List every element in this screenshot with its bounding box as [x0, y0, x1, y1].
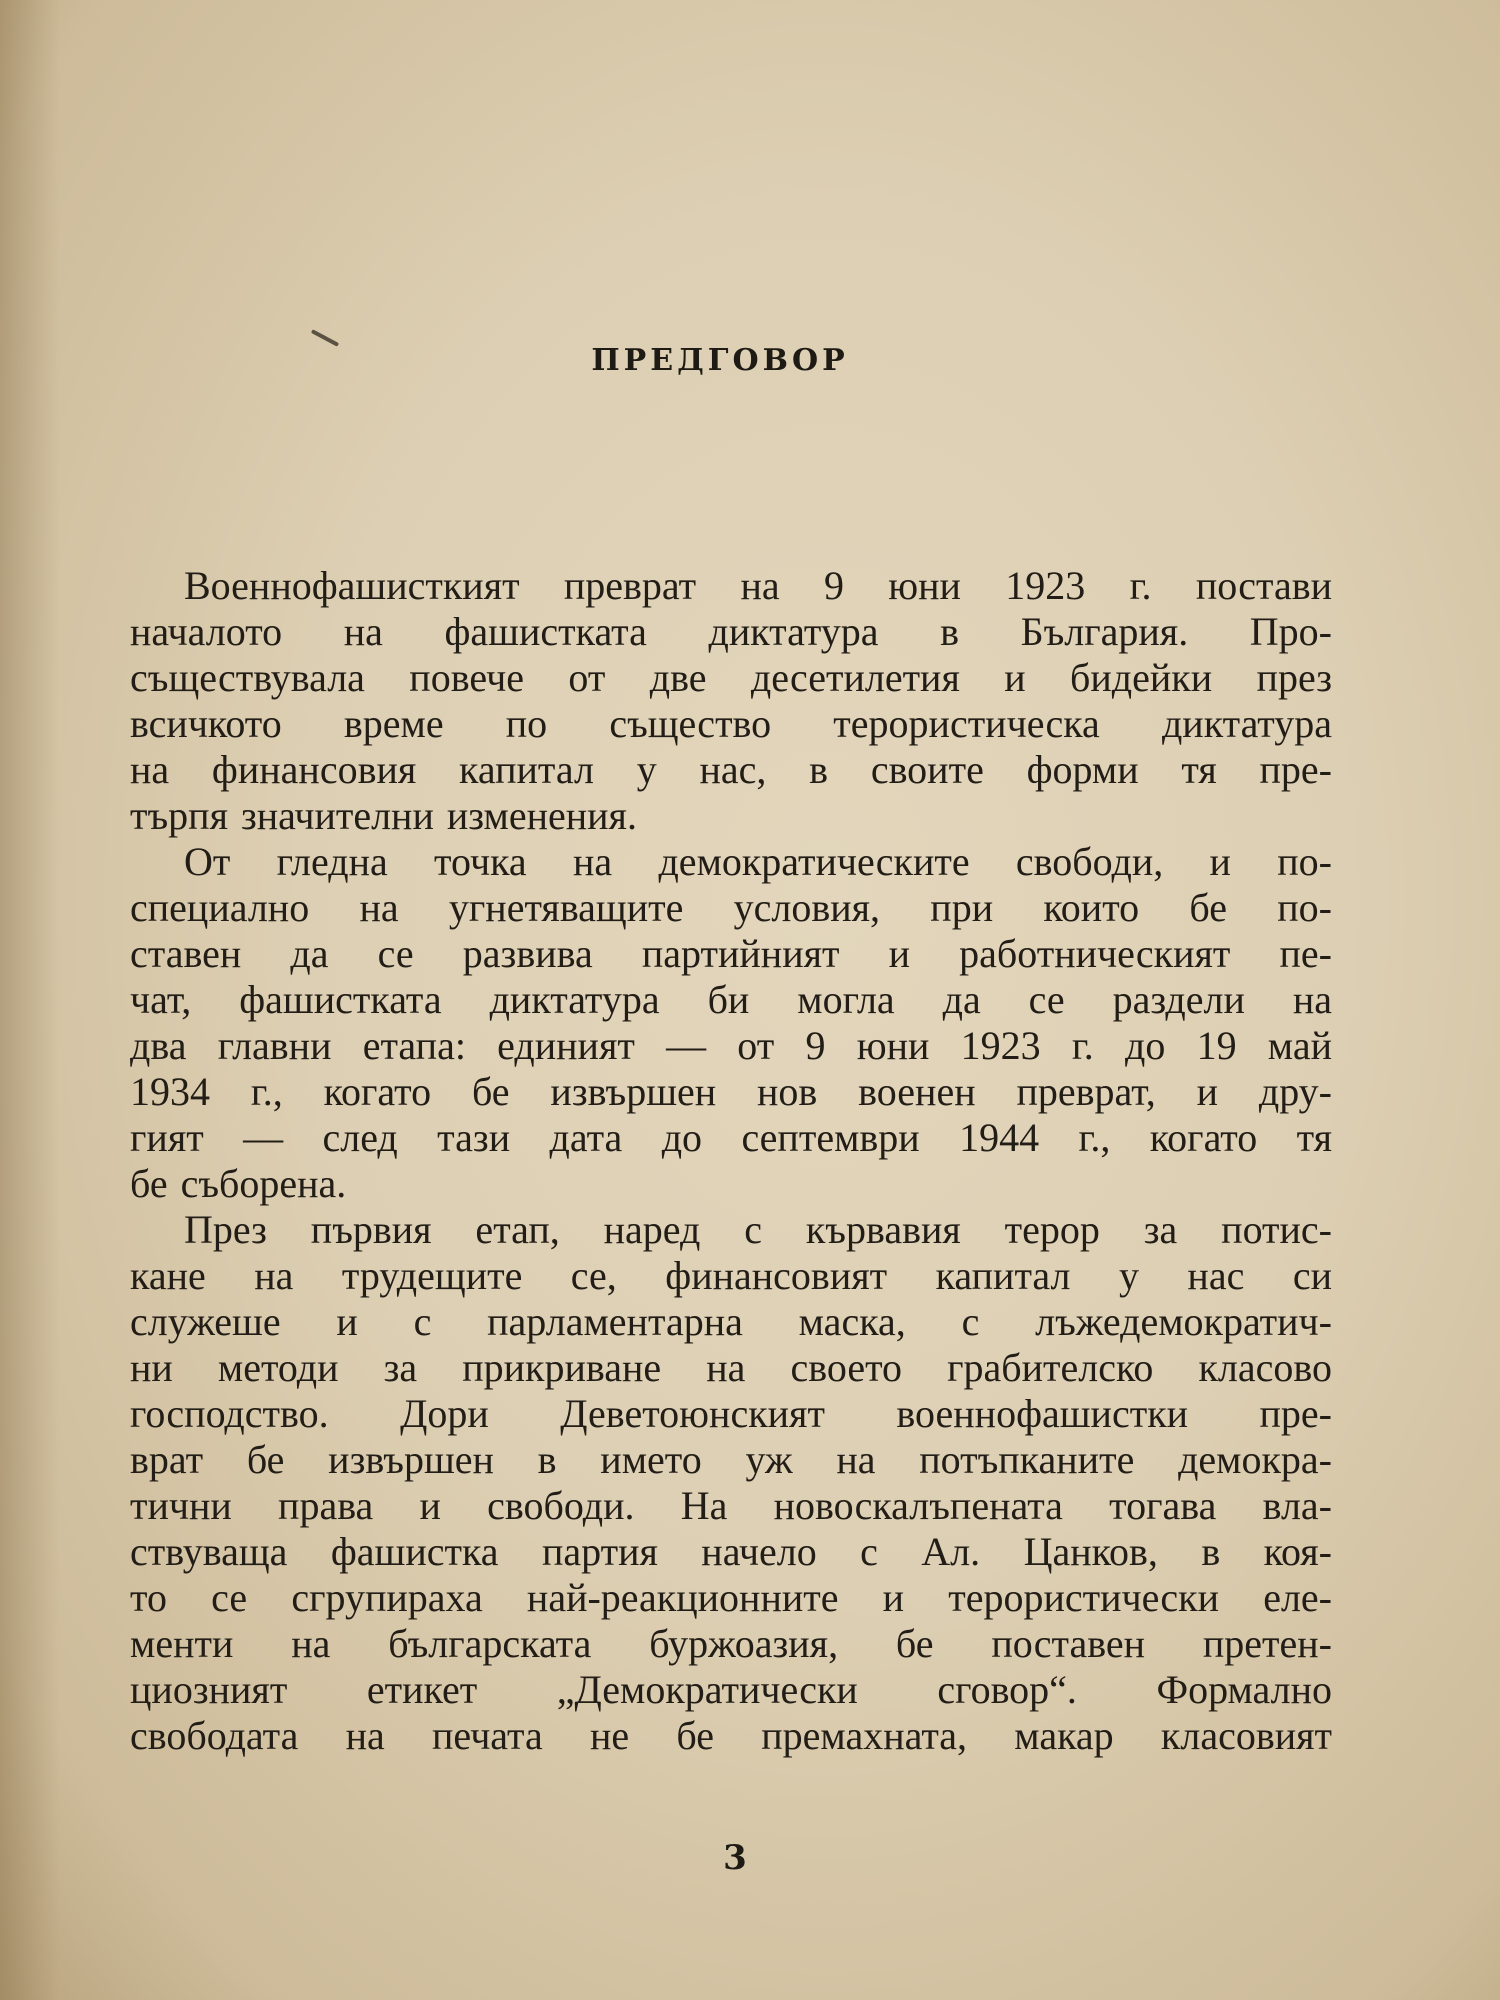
text-line: служеше и с парламентарна маска, с лъжедемократич-	[130, 1299, 1332, 1344]
text-line: два главни етапа: единият — от 9 юни 1923 г. до 19 май	[130, 1023, 1332, 1068]
text-line: чат, фашистката диктатура би могла да се раздели на	[130, 977, 1332, 1022]
text-line: менти на българската буржоазия, бе поставен претен-	[130, 1621, 1332, 1666]
text-line: ставен да се развива партийният и работническият пе-	[130, 931, 1332, 976]
text-line: кане на трудещите се, финансовият капитал у нас си	[130, 1253, 1332, 1298]
page-title: ПРЕДГОВОР	[591, 343, 849, 378]
text-line: всичкото време по същество терористическа диктатура	[130, 701, 1332, 746]
text-line: ствуваща фашистка партия начело с Ал. Цанков, в коя-	[130, 1529, 1332, 1574]
paragraph-3	[130, 1207, 1332, 1759]
text-line: тични права и свободи. На новоскалъпената тогава вла-	[130, 1483, 1332, 1528]
text-line: съществувала повече от две десетилетия и бидейки през	[130, 655, 1332, 700]
text-line: гият — след тази дата до септември 1944 г., когато тя	[130, 1115, 1332, 1160]
text-line: През първия етап, наред с кървавия терор за потис-	[184, 1207, 1332, 1252]
page-shadow	[0, 0, 60, 2000]
text-line: свободата на печата не бе премахната, макар класовият	[130, 1713, 1332, 1758]
paragraph-1	[130, 563, 1332, 839]
text-line: ни методи за прикриване на своето грабителско класово	[130, 1345, 1332, 1390]
text-line: то се сгрупираха най-реакционните и терористически еле-	[130, 1575, 1332, 1620]
page-number: 3	[723, 1838, 747, 1878]
text-line: специално на угнетяващите условия, при които бе по-	[130, 885, 1332, 930]
text-line: началото на фашистката диктатура в България. Про-	[130, 609, 1332, 654]
text-line: врат бе извършен в името уж на потъпканите демокра-	[130, 1437, 1332, 1482]
text-line: От гледна точка на демократическите свободи, и по-	[184, 839, 1332, 884]
body-text	[130, 563, 1332, 1759]
text-line: господство. Дори Деветоюнският военнофашистки пре-	[130, 1391, 1332, 1436]
text-line: Военнофашисткият преврат на 9 юни 1923 г. постави	[184, 563, 1332, 608]
text-line: циозният етикет „Демократически сговор“. Формално	[130, 1667, 1332, 1712]
text-line: на финансовия капитал у нас, в своите форми тя пре-	[130, 747, 1332, 792]
text-line: търпя значителни изменения.	[130, 793, 637, 838]
text-line: бе съборена.	[130, 1161, 347, 1206]
paragraph-2	[130, 839, 1332, 1207]
text-line: 1934 г., когато бе извършен нов военен преврат, и дру-	[130, 1069, 1332, 1114]
